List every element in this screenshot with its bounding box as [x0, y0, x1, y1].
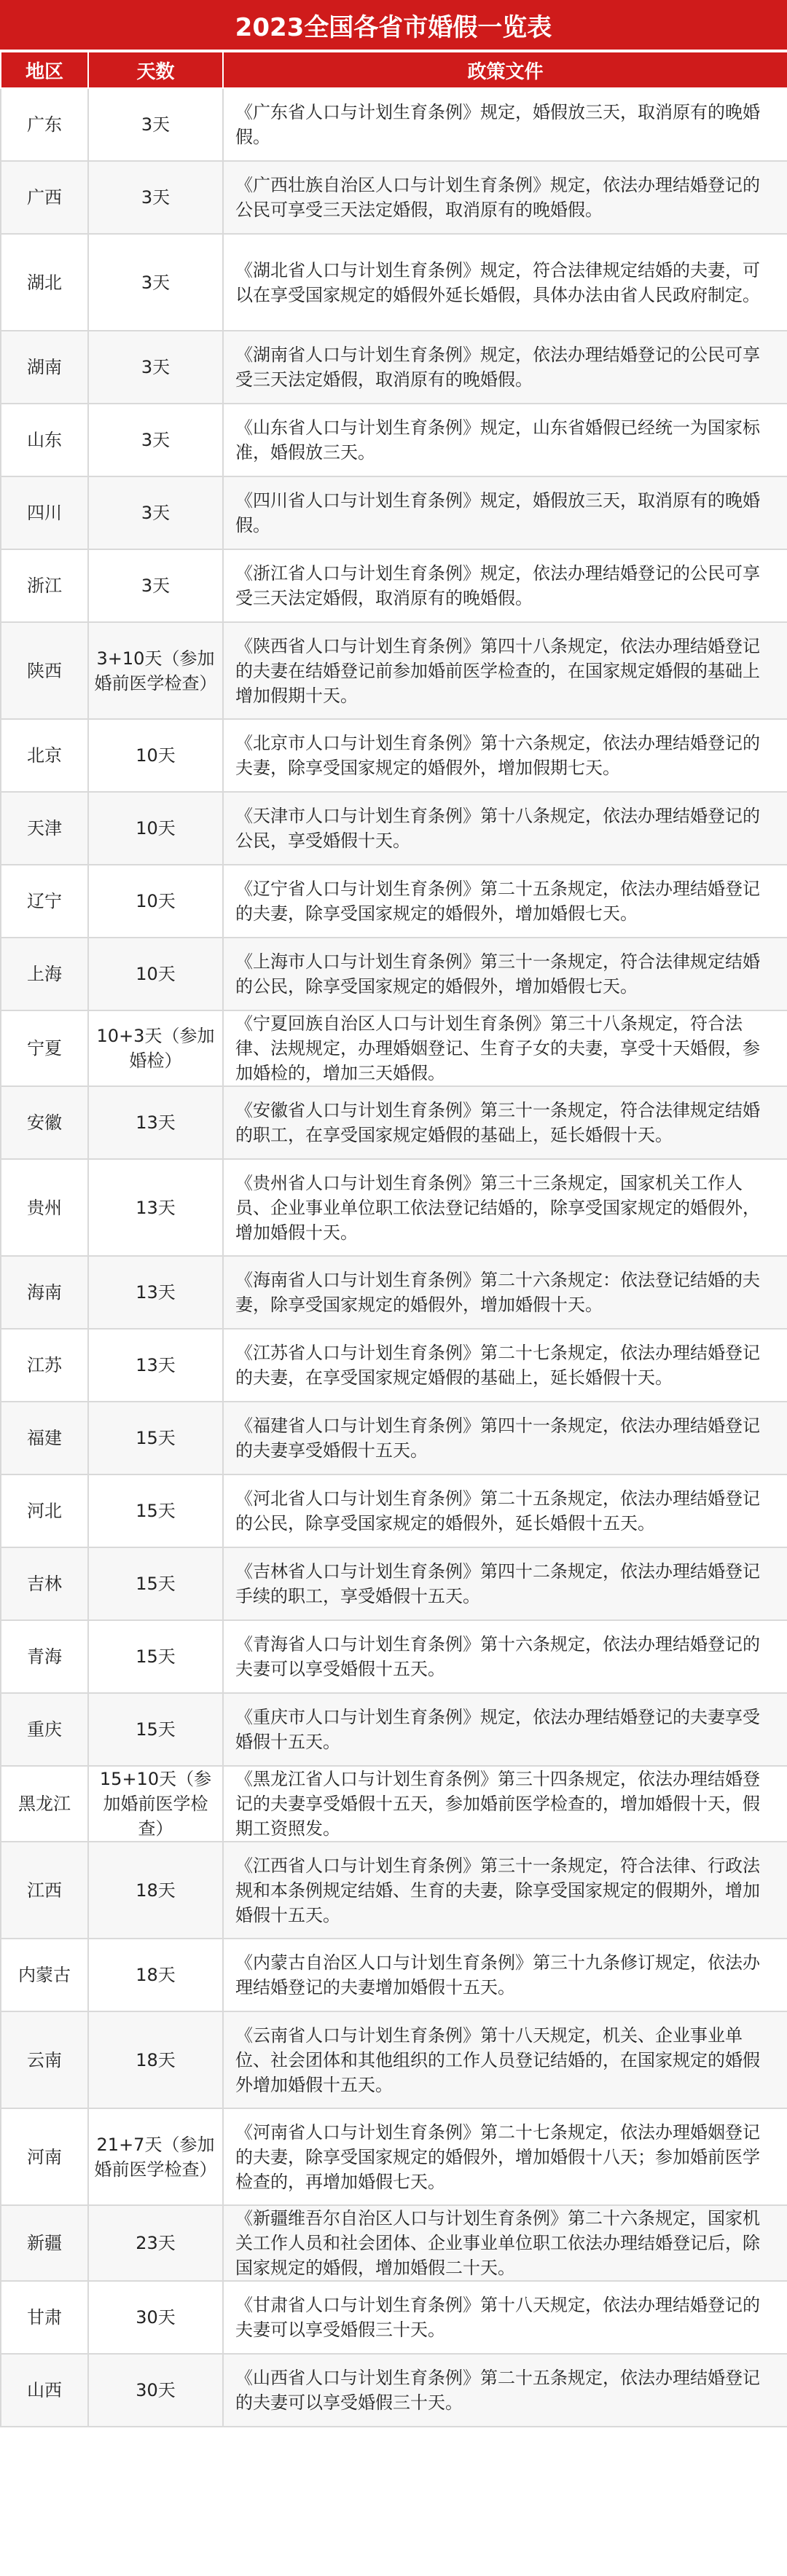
cell-days: 13天 — [88, 1086, 223, 1159]
cell-policy: 《甘肃省人口与计划生育条例》第十八天规定，依法办理结婚登记的夫妻可以享受婚假三十天。 — [223, 2281, 787, 2354]
cell-days: 10+3天（参加婚检） — [88, 1010, 223, 1086]
cell-policy: 《黑龙江省人口与计划生育条例》第三十四条规定，依法办理结婚登记的夫妻享受婚假十五天，参加婚前医学检查的，增加婚假十天，假期工资照发。 — [223, 1766, 787, 1842]
table-row — [1, 88, 787, 161]
cell-policy: 《宁夏回族自治区人口与计划生育条例》第三十八条规定，符合法律、法规规定，办理婚姻登记、生育子女的夫妻，享受十天婚假，参加婚检的，增加三天婚假。 — [223, 1010, 787, 1086]
cell-region: 浙江 — [1, 549, 88, 622]
table-header-row — [1, 52, 787, 88]
table-row — [1, 1693, 787, 1766]
cell-policy: 《海南省人口与计划生育条例》第二十六条规定：依法登记结婚的夫妻，除享受国家规定的婚假外，增加婚假十天。 — [223, 1256, 787, 1329]
table-row — [1, 1010, 787, 1086]
cell-policy: 《广东省人口与计划生育条例》规定，婚假放三天，取消原有的晚婚假。 — [223, 88, 787, 161]
cell-region: 福建 — [1, 1402, 88, 1474]
cell-policy: 《江苏省人口与计划生育条例》第二十七条规定，依法办理结婚登记的夫妻，在享受国家规定婚假的基础上，延长婚假十天。 — [223, 1329, 787, 1402]
cell-policy: 《福建省人口与计划生育条例》第四十一条规定，依法办理结婚登记的夫妻享受婚假十五天。 — [223, 1402, 787, 1474]
cell-region: 陕西 — [1, 622, 88, 719]
cell-region: 山西 — [1, 2354, 88, 2427]
cell-days: 15天 — [88, 1402, 223, 1474]
cell-policy: 《河北省人口与计划生育条例》第二十五条规定，依法办理结婚登记的公民，除享受国家规定的婚假外，延长婚假十五天。 — [223, 1474, 787, 1547]
cell-days: 13天 — [88, 1159, 223, 1256]
cell-days: 15天 — [88, 1474, 223, 1547]
cell-days: 18天 — [88, 1842, 223, 1939]
cell-days: 13天 — [88, 1256, 223, 1329]
cell-days: 10天 — [88, 938, 223, 1010]
cell-region: 宁夏 — [1, 1010, 88, 1086]
cell-region: 黑龙江 — [1, 1766, 88, 1842]
cell-days: 15天 — [88, 1620, 223, 1693]
cell-policy: 《重庆市人口与计划生育条例》规定，依法办理结婚登记的夫妻享受婚假十五天。 — [223, 1693, 787, 1766]
cell-region: 上海 — [1, 938, 88, 1010]
table-body — [1, 88, 787, 2427]
cell-days: 3天 — [88, 404, 223, 476]
column-header-days: 天数 — [88, 52, 223, 88]
cell-policy: 《内蒙古自治区人口与计划生育条例》第三十九条修订规定，依法办理结婚登记的夫妻增加婚假十五天。 — [223, 1939, 787, 2011]
cell-days: 3天 — [88, 161, 223, 234]
cell-days: 30天 — [88, 2281, 223, 2354]
cell-days: 13天 — [88, 1329, 223, 1402]
cell-policy: 《辽宁省人口与计划生育条例》第二十五条规定，依法办理结婚登记的夫妻，除享受国家规定的婚假外，增加婚假七天。 — [223, 865, 787, 938]
cell-policy: 《浙江省人口与计划生育条例》规定，依法办理结婚登记的公民可享受三天法定婚假，取消原有的晚婚假。 — [223, 549, 787, 622]
cell-region: 河南 — [1, 2108, 88, 2205]
cell-region: 湖北 — [1, 234, 88, 331]
table-row — [1, 719, 787, 792]
cell-days: 18天 — [88, 2011, 223, 2108]
table-row — [1, 1547, 787, 1620]
column-header-region: 地区 — [1, 52, 88, 88]
table-row — [1, 1766, 787, 1842]
cell-region: 内蒙古 — [1, 1939, 88, 2011]
table-row — [1, 1329, 787, 1402]
table-row — [1, 404, 787, 476]
cell-days: 3天 — [88, 331, 223, 404]
cell-policy: 《天津市人口与计划生育条例》第十八条规定，依法办理结婚登记的公民，享受婚假十天。 — [223, 792, 787, 865]
table-row — [1, 1842, 787, 1939]
cell-policy: 《青海省人口与计划生育条例》第十六条规定，依法办理结婚登记的夫妻可以享受婚假十五天。 — [223, 1620, 787, 1693]
cell-days: 10天 — [88, 865, 223, 938]
cell-region: 山东 — [1, 404, 88, 476]
table-row — [1, 1474, 787, 1547]
table-row — [1, 331, 787, 404]
cell-days: 15天 — [88, 1693, 223, 1766]
cell-days: 3天 — [88, 88, 223, 161]
cell-days: 21+7天（参加婚前医学检查） — [88, 2108, 223, 2205]
table-row — [1, 1620, 787, 1693]
cell-policy: 《吉林省人口与计划生育条例》第四十二条规定，依法办理结婚登记手续的职工，享受婚假十五天。 — [223, 1547, 787, 1620]
cell-region: 天津 — [1, 792, 88, 865]
cell-policy: 《上海市人口与计划生育条例》第三十一条规定，符合法律规定结婚的公民，除享受国家规定的婚假外，增加婚假七天。 — [223, 938, 787, 1010]
cell-region: 广东 — [1, 88, 88, 161]
cell-region: 新疆 — [1, 2205, 88, 2281]
cell-days: 10天 — [88, 792, 223, 865]
cell-days: 15+10天（参加婚前医学检查） — [88, 1766, 223, 1842]
cell-days: 10天 — [88, 719, 223, 792]
cell-policy: 《新疆维吾尔自治区人口与计划生育条例》第二十六条规定，国家机关工作人员和社会团体、企业事业单位职工依法办理结婚登记后，除国家规定的婚假，增加婚假二十天。 — [223, 2205, 787, 2281]
table-row — [1, 622, 787, 719]
cell-days: 3天 — [88, 549, 223, 622]
cell-region: 重庆 — [1, 1693, 88, 1766]
cell-region: 四川 — [1, 476, 88, 549]
cell-policy: 《湖南省人口与计划生育条例》规定，依法办理结婚登记的公民可享受三天法定婚假，取消原有的晚婚假。 — [223, 331, 787, 404]
cell-days: 3+10天（参加婚前医学检查） — [88, 622, 223, 719]
cell-policy: 《江西省人口与计划生育条例》第三十一条规定，符合法律、行政法规和本条例规定结婚、生育的夫妻，除享受国家规定的假期外，增加婚假十五天。 — [223, 1842, 787, 1939]
cell-policy: 《广西壮族自治区人口与计划生育条例》规定，依法办理结婚登记的公民可享受三天法定婚假，取消原有的晚婚假。 — [223, 161, 787, 234]
cell-policy: 《北京市人口与计划生育条例》第十六条规定，依法办理结婚登记的夫妻，除享受国家规定的婚假外，增加假期七天。 — [223, 719, 787, 792]
cell-policy: 《湖北省人口与计划生育条例》规定，符合法律规定结婚的夫妻，可以在享受国家规定的婚假外延长婚假，具体办法由省人民政府制定。 — [223, 234, 787, 331]
table-row — [1, 2281, 787, 2354]
table-row — [1, 234, 787, 331]
column-header-policy: 政策文件 — [223, 52, 787, 88]
cell-days: 23天 — [88, 2205, 223, 2281]
cell-days: 3天 — [88, 476, 223, 549]
table-row — [1, 938, 787, 1010]
cell-policy: 《陕西省人口与计划生育条例》第四十八条规定，依法办理结婚登记的夫妻在结婚登记前参加婚前医学检查的，在国家规定婚假的基础上增加假期十天。 — [223, 622, 787, 719]
cell-days: 30天 — [88, 2354, 223, 2427]
cell-region: 江西 — [1, 1842, 88, 1939]
table-row — [1, 1159, 787, 1256]
table-row — [1, 2354, 787, 2427]
cell-region: 江苏 — [1, 1329, 88, 1402]
cell-region: 河北 — [1, 1474, 88, 1547]
table-row — [1, 2205, 787, 2281]
cell-policy: 《贵州省人口与计划生育条例》第三十三条规定，国家机关工作人员、企业事业单位职工依法登记结婚的，除享受国家规定的婚假外，增加婚假十天。 — [223, 1159, 787, 1256]
table-row — [1, 161, 787, 234]
table-row — [1, 1256, 787, 1329]
cell-policy: 《山西省人口与计划生育条例》第二十五条规定，依法办理结婚登记的夫妻可以享受婚假三十天。 — [223, 2354, 787, 2427]
cell-policy: 《山东省人口与计划生育条例》规定，山东省婚假已经统一为国家标准，婚假放三天。 — [223, 404, 787, 476]
cell-region: 广西 — [1, 161, 88, 234]
table-row — [1, 549, 787, 622]
cell-policy: 《河南省人口与计划生育条例》第二十七条规定，依法办理婚姻登记的夫妻，除享受国家规定的婚假外，增加婚假十八天；参加婚前医学检查的，再增加婚假七天。 — [223, 2108, 787, 2205]
cell-region: 云南 — [1, 2011, 88, 2108]
table-row — [1, 1086, 787, 1159]
cell-policy: 《四川省人口与计划生育条例》规定，婚假放三天，取消原有的晚婚假。 — [223, 476, 787, 549]
cell-days: 3天 — [88, 234, 223, 331]
cell-days: 18天 — [88, 1939, 223, 2011]
table-row — [1, 865, 787, 938]
cell-region: 湖南 — [1, 331, 88, 404]
cell-region: 贵州 — [1, 1159, 88, 1256]
table-row — [1, 476, 787, 549]
table-row — [1, 2011, 787, 2108]
cell-days: 15天 — [88, 1547, 223, 1620]
cell-region: 甘肃 — [1, 2281, 88, 2354]
marriage-leave-table — [0, 51, 787, 2427]
page-title: 2023全国各省市婚假一览表 — [0, 0, 787, 51]
cell-region: 吉林 — [1, 1547, 88, 1620]
table-row — [1, 1939, 787, 2011]
cell-region: 海南 — [1, 1256, 88, 1329]
table-row — [1, 2108, 787, 2205]
cell-region: 辽宁 — [1, 865, 88, 938]
table-row — [1, 1402, 787, 1474]
cell-policy: 《安徽省人口与计划生育条例》第三十一条规定，符合法律规定结婚的职工，在享受国家规定婚假的基础上，延长婚假十天。 — [223, 1086, 787, 1159]
cell-policy: 《云南省人口与计划生育条例》第十八天规定，机关、企业事业单位、社会团体和其他组织的工作人员登记结婚的，在国家规定的婚假外增加婚假十五天。 — [223, 2011, 787, 2108]
table-row — [1, 792, 787, 865]
cell-region: 青海 — [1, 1620, 88, 1693]
cell-region: 北京 — [1, 719, 88, 792]
cell-region: 安徽 — [1, 1086, 88, 1159]
